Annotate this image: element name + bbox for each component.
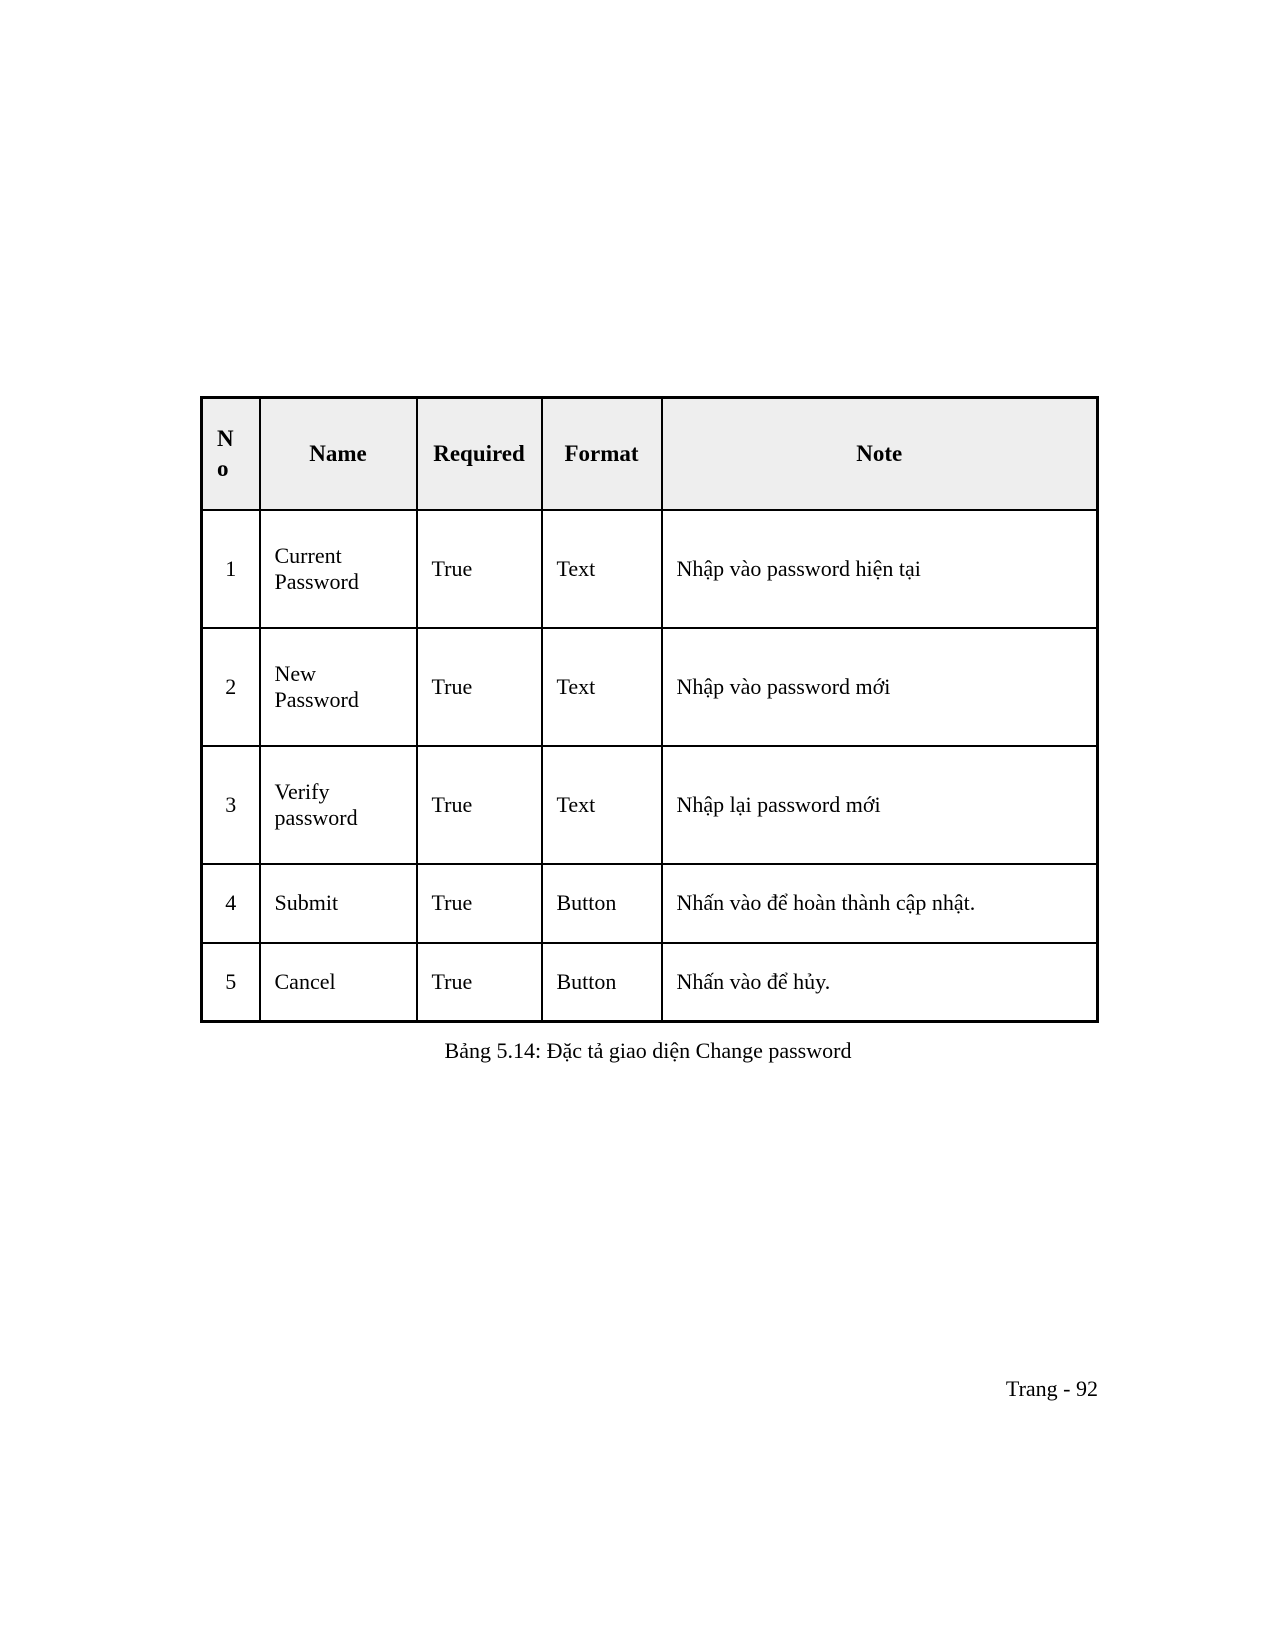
column-header-required: Required [417, 398, 542, 510]
cell-name: Cancel [260, 943, 417, 1022]
cell-name: Verify password [260, 746, 417, 864]
table-row [202, 943, 1098, 1022]
column-header-no: No [202, 398, 260, 510]
cell-format: Text [542, 746, 662, 864]
cell-required: True [417, 746, 542, 864]
cell-no: 5 [202, 943, 260, 1022]
table-caption: Bảng 5.14: Đặc tả giao diện Change password [444, 1038, 852, 1063]
page-number: Trang - 92 [1005, 1376, 1098, 1401]
table-row [202, 746, 1098, 864]
table-header-row [202, 398, 1098, 510]
cell-required: True [417, 943, 542, 1022]
cell-note: Nhập vào password mới [662, 628, 1098, 746]
table-row [202, 628, 1098, 746]
cell-name: Current Password [260, 510, 417, 628]
cell-name: New Password [260, 628, 417, 746]
cell-format: Text [542, 510, 662, 628]
cell-required: True [417, 864, 542, 943]
cell-note: Nhấn vào để hoàn thành cập nhật. [662, 864, 1098, 943]
cell-no: 3 [202, 746, 260, 864]
cell-no: 2 [202, 628, 260, 746]
cell-required: True [417, 510, 542, 628]
column-header-note: Note [662, 398, 1098, 510]
cell-required: True [417, 628, 542, 746]
column-header-name: Name [260, 398, 417, 510]
cell-format: Text [542, 628, 662, 746]
cell-note: Nhập vào password hiện tại [662, 510, 1098, 628]
cell-format: Button [542, 943, 662, 1022]
table-row [202, 510, 1098, 628]
cell-note: Nhấn vào để hủy. [662, 943, 1098, 1022]
cell-note: Nhập lại password mới [662, 746, 1098, 864]
table-row [202, 864, 1098, 943]
cell-no: 4 [202, 864, 260, 943]
cell-name: Submit [260, 864, 417, 943]
column-header-format: Format [542, 398, 662, 510]
ui-spec-table [200, 396, 1099, 1023]
cell-format: Button [542, 864, 662, 943]
cell-no: 1 [202, 510, 260, 628]
